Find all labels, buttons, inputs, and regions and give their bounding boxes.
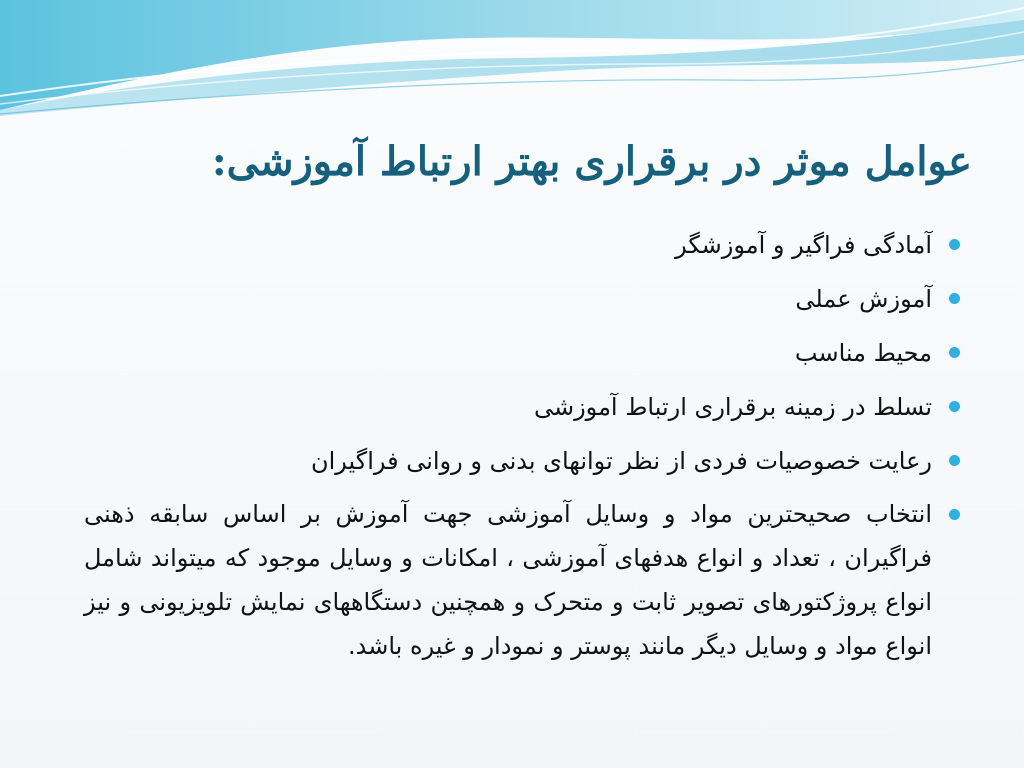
decorative-wave-header: [0, 0, 1024, 130]
bullet-text: آموزش عملی: [795, 285, 932, 313]
bullet-text: آمادگی فراگیر و آموزشگر: [675, 231, 932, 259]
list-item: [84, 330, 960, 376]
bullet-text: انتخاب صحیحترین مواد و وسایل آموزشی جهت آموزش بر اساس سابقه ذهنی فراگیران ، تعداد و انواع هدفهای آموزشی ، امکانات و وسایل موجود که میتواند شامل انواع پروژکتورهای تصویر ثابت و متحرک و همچنین دستگاههای نمایش تلویزیونی و نیز انواع مواد و وسایل دیگر مانند پوستر و نمودار و غیره باشد.: [84, 500, 932, 660]
slide-title: عوامل موثر در برقراری بهتر ارتباط آموزشی:: [211, 138, 972, 185]
bullet-text: محیط مناسب: [794, 339, 932, 367]
bullet-dot-icon: [949, 347, 960, 358]
list-item: [84, 438, 960, 484]
list-item: [84, 384, 960, 430]
list-item: [84, 276, 960, 322]
bullet-dot-icon: [949, 293, 960, 304]
bullet-list: [84, 222, 960, 676]
bullet-text: تسلط در زمینه برقراری ارتباط آموزشی: [533, 393, 932, 421]
bullet-dot-icon: [949, 509, 960, 520]
list-item: [84, 222, 960, 268]
bullet-dot-icon: [949, 455, 960, 466]
list-item: [84, 492, 960, 668]
bullet-dot-icon: [949, 401, 960, 412]
bullet-text: رعایت خصوصیات فردی از نظر توانهای بدنی و روانی فراگیران: [310, 447, 932, 475]
bullet-dot-icon: [949, 239, 960, 250]
